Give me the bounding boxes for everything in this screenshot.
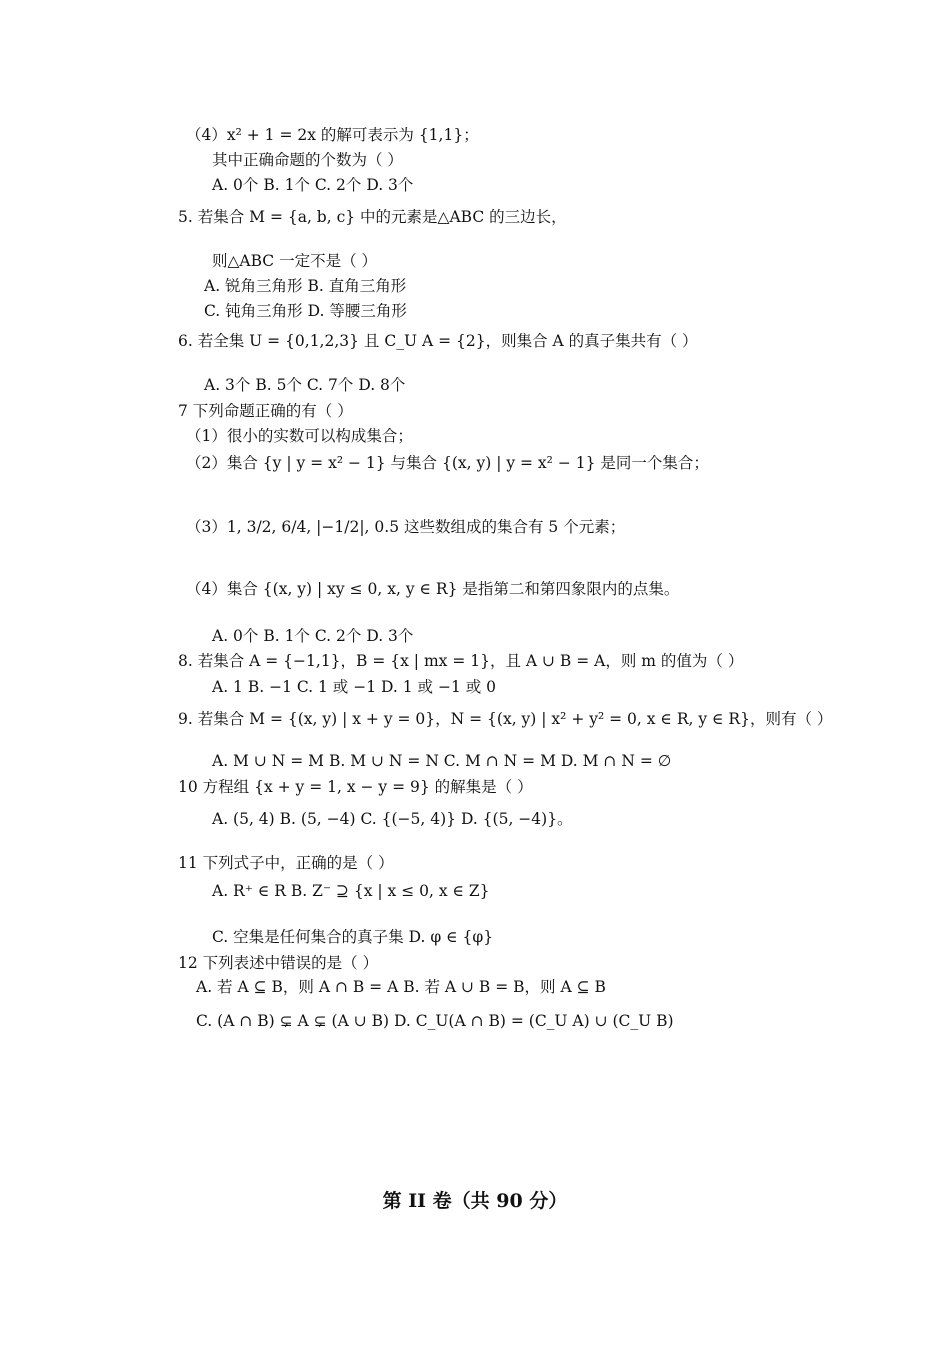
text-line-l16: 8. 若集合 A = {−1,1}，B = {x | mx = 1}，且 A ∪ B = A，则 m 的值为（ ） [178, 652, 744, 670]
text-line-l3: A. 0个 B. 1个 C. 2个 D. 3个 [212, 176, 414, 194]
text-line-l20: 10 方程组 {x + y = 1, x − y = 9} 的解集是（ ） [178, 778, 533, 796]
text-line-l22: 11 下列式子中，正确的是（ ） [178, 854, 394, 872]
text-line-l27: C. (A ∩ B) ⊊ A ⊊ (A ∪ B) D. C_U(A ∩ B) = (C_U A) ∪ (C_U B) [196, 1012, 674, 1030]
text-line-l19: A. M ∪ N = M B. M ∪ N = N C. M ∩ N = M D. M ∩ N = ∅ [212, 752, 672, 770]
text-line-l10: 7 下列命题正确的有（ ） [178, 402, 353, 420]
text-line-l14: （4）集合 {(x, y) | xy ≤ 0, x, y ∈ R} 是指第二和第四象限内的点集。 [186, 580, 680, 598]
text-line-l6: A. 锐角三角形 B. 直角三角形 [204, 277, 407, 295]
text-line-l26: A. 若 A ⊆ B，则 A ∩ B = A B. 若 A ∪ B = B，则 A ⊆ B [196, 978, 606, 996]
text-line-l2: 其中正确命题的个数为（ ） [212, 151, 403, 169]
text-line-l7: C. 钝角三角形 D. 等腰三角形 [204, 302, 407, 320]
text-line-l21: A. (5, 4) B. (5, −4) C. {(−5, 4)} D. {(5, −4)}。 [212, 810, 573, 828]
text-line-l25: 12 下列表述中错误的是（ ） [178, 954, 379, 972]
text-line-l11: （1）很小的实数可以构成集合； [186, 427, 413, 445]
text-line-l12: （2）集合 {y | y = x² − 1} 与集合 {(x, y) | y = x² − 1} 是同一个集合； [186, 454, 709, 472]
text-line-l5: 则△ABC 一定不是（ ） [212, 252, 378, 270]
text-line-l9: A. 3个 B. 5个 C. 7个 D. 8个 [204, 376, 406, 394]
text-line-l17: A. 1 B. −1 C. 1 或 −1 D. 1 或 −1 或 0 [212, 678, 497, 696]
text-line-l13: （3）1, 3/2, 6/4, |−1/2|, 0.5 这些数组成的集合有 5 个元素； [186, 518, 626, 536]
text-line-l15: A. 0个 B. 1个 C. 2个 D. 3个 [212, 627, 414, 645]
text-line-l24: C. 空集是任何集合的真子集 D. φ ∈ {φ} [212, 928, 494, 946]
text-line-l23: A. R⁺ ∈ R B. Z⁻ ⊇ {x | x ≤ 0, x ∈ Z} [212, 882, 490, 900]
section-heading: 第 II 卷（共 90 分） [382, 1190, 568, 1212]
text-line-l1: （4）x² + 1 = 2x 的解可表示为 {1,1}； [186, 126, 479, 144]
text-line-l18: 9. 若集合 M = {(x, y) | x + y = 0}，N = {(x, y) | x² + y² = 0, x ∈ R, y ∈ R}，则有（ ） [178, 710, 833, 728]
text-line-l4: 5. 若集合 M = {a, b, c} 中的元素是△ABC 的三边长， [178, 208, 567, 226]
text-line-l8: 6. 若全集 U = {0,1,2,3} 且 C_U A = {2}，则集合 A 的真子集共有（ ） [178, 332, 698, 350]
